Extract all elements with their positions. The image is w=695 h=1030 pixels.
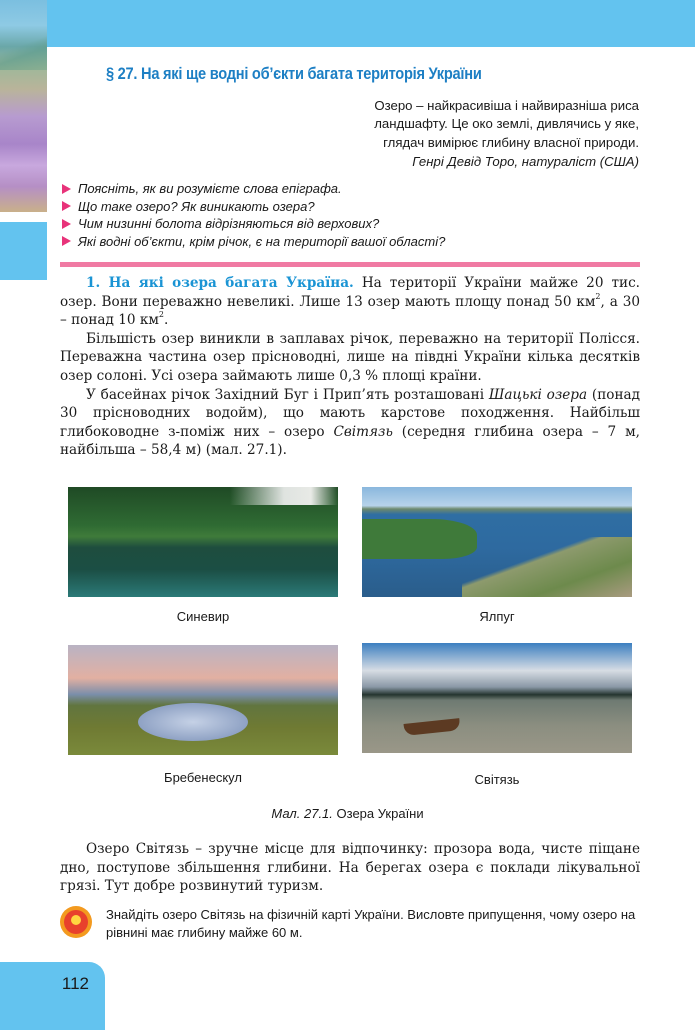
figure-brebeneskul (68, 645, 338, 785)
svitiaz-text (60, 840, 640, 896)
page-number-tab (0, 962, 105, 1030)
section-heading: 1. На які озера багата Україна. (86, 275, 354, 291)
page-title: § 27. На які ще водні об’єкти багата територія України (106, 64, 482, 83)
question-item (62, 233, 445, 251)
lake-photo (68, 487, 338, 597)
superscript: 2 (158, 310, 165, 320)
triangle-bullet-icon (62, 219, 71, 229)
figure-label: Мал. 27.1. (271, 806, 333, 821)
intro-questions (62, 180, 445, 250)
question-text: Що таке озеро? Як виникають озера? (78, 198, 315, 214)
triangle-bullet-icon (62, 236, 71, 246)
header-band (0, 0, 695, 47)
term-svitiaz: Світязь (333, 423, 393, 440)
triangle-bullet-icon (62, 201, 71, 211)
paragraph (60, 274, 640, 330)
epigraph-line: глядач вимірює глибину власної природи. (383, 134, 639, 150)
epigraph-line: Озеро – найкрасивіша і найвиразніша риса (374, 98, 639, 113)
figure-yalpuh (362, 487, 632, 624)
task-box (60, 906, 650, 942)
section-divider (60, 262, 640, 267)
figure-caption: Ялпуг (479, 609, 515, 624)
decorative-crocus-photo (0, 0, 47, 212)
question-item (62, 198, 445, 216)
epigraph-author: Генрі Девід Торо, натураліст (США) (412, 153, 639, 169)
text-run: На території України майже 20 тис. озер. Вони переважно невеликі. Лише 13 озер мають площу понад 50 км (60, 275, 640, 310)
figure-synevyr (68, 487, 338, 624)
term-shatsk-lakes: Шацькі озера (488, 386, 588, 403)
lake-photo (362, 643, 632, 753)
figure-caption: Бребенескул (164, 770, 242, 785)
question-text: Які водні об’єкти, крім річок, є на території вашої області? (78, 233, 446, 249)
paragraph (60, 386, 640, 460)
text-run: (середня глибина озера – 7 м, найбільша – 58,4 м) (мал. 27.1). (60, 423, 640, 459)
epigraph (319, 97, 639, 171)
text-run: (понад 30 прісноводних водойм), що мають карстове походження. Найбільш глибоководне з-поміж них – озеро (60, 386, 641, 440)
lake-photo (362, 487, 632, 597)
text-run: . (164, 312, 169, 329)
epigraph-line: ландшафту. Це око землі, дивлячись у яке, (374, 116, 639, 132)
superscript: 2 (595, 291, 601, 301)
text-run: , а 30 – понад 10 км (60, 293, 640, 329)
paragraph: Озеро Світязь – зручне місце для відпочинку: прозора вода, чисте піщане дно, поступове збільшення глибини. На берегах озера є поклади лікувальної грязі. Тут добре розвинутий туризм. (60, 841, 640, 895)
text-run: У басейнах річок Західний Буг і Прип’ять розташовані (86, 386, 489, 403)
paragraph: Більшість озер виникли в заплавах річок, переважно на території Полісся. Переважна частина озер прісноводні, лише на півдні України кілька десятків озер солоні. Усі озера займають лише 0,3 % площі країни. (60, 330, 640, 384)
lake-photo (68, 645, 338, 755)
page-number: 112 (61, 974, 89, 993)
side-accent-block (0, 222, 47, 280)
figure-caption: Синевир (176, 609, 230, 624)
task-text: Знайдіть озеро Світязь на фізичній карті України. Висловте припущення, чому озеро на рівнині має глибину майже 60 м. (106, 907, 636, 940)
figure-caption: Світязь (474, 772, 520, 787)
question-text: Поясніть, як ви розумієте слова епіграфа. (78, 181, 342, 196)
question-item (62, 215, 445, 233)
figure-title: Озера України (332, 806, 424, 821)
triangle-bullet-icon (62, 184, 71, 194)
lightbulb-head-icon (60, 906, 92, 938)
section-1-text (60, 274, 640, 460)
figure-svitiaz (362, 643, 632, 787)
question-text: Чим низинні болота відрізняються від верхових? (78, 216, 380, 231)
question-item (62, 180, 445, 198)
figure-group-caption (0, 806, 695, 821)
